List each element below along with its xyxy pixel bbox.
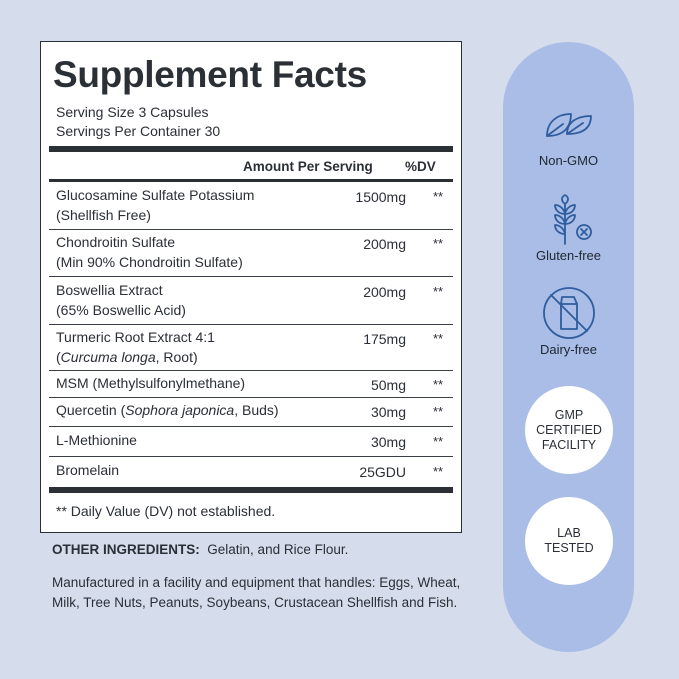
ingredient-dv: ** xyxy=(432,236,444,251)
gmp-certified-badge xyxy=(525,386,613,474)
ingredient-detail: (Shellfish Free) xyxy=(56,207,151,223)
non-gmo-label: Non-GMO xyxy=(538,153,599,168)
gluten-free-label: Gluten-free xyxy=(535,248,602,263)
gmp-certified-label: GMP CERTIFIED FACILITY xyxy=(536,407,602,452)
species-name: Sophora japonica xyxy=(125,402,235,418)
dairy-free-label: Dairy-free xyxy=(539,342,598,357)
ingredient-dv: ** xyxy=(432,377,444,392)
lab-tested-badge xyxy=(525,497,613,585)
name-post: , Buds) xyxy=(234,402,279,418)
ingredient-name: Turmeric Root Extract 4:1 xyxy=(56,329,215,345)
rule-thick-bottom xyxy=(49,487,453,493)
ingredient-amount: 30mg xyxy=(370,434,406,450)
facts-title: Supplement Facts xyxy=(53,54,367,95)
badges-pill xyxy=(503,42,634,652)
rule-header xyxy=(49,179,453,182)
ingredient-name: Glucosamine Sulfate Potassium xyxy=(56,187,255,203)
detail-close: , Root) xyxy=(155,349,198,365)
species-name: Curcuma longa xyxy=(60,349,156,365)
ingredient-dv: ** xyxy=(432,331,444,346)
ingredient-name: Chondroitin Sulfate xyxy=(56,234,176,250)
servings-per-container: Servings Per Container 30 xyxy=(56,123,221,139)
ingredient-name: L-Methionine xyxy=(56,432,137,448)
ingredient-amount: 25GDU xyxy=(359,464,406,480)
ingredient-amount: 200mg xyxy=(363,284,406,300)
leaves-icon xyxy=(541,96,597,152)
allergen-statement: Manufactured in a facility and equipment that handles: Eggs, Wheat, Milk, Tree Nuts, Peanuts, Soybeans, Crustacean Shellfish and Fish. xyxy=(52,575,461,610)
ingredient-detail xyxy=(56,347,198,367)
other-ingredients xyxy=(52,542,348,557)
row-divider xyxy=(49,276,453,277)
name-pre: Quercetin ( xyxy=(56,402,126,418)
ingredient-name: MSM (Methylsulfonylmethane) xyxy=(56,375,246,391)
other-ingredients-label: OTHER INGREDIENTS: xyxy=(52,542,200,557)
row-divider xyxy=(49,456,453,457)
row-divider xyxy=(49,324,453,325)
row-divider xyxy=(49,370,453,371)
milk-carton-crossed-icon xyxy=(541,285,597,341)
ingredient-name xyxy=(56,400,279,420)
header-amount-per-serving: Amount Per Serving xyxy=(243,159,373,174)
ingredient-detail: (65% Boswellic Acid) xyxy=(56,302,186,318)
lab-tested-label: LAB TESTED xyxy=(544,526,594,555)
ingredient-name: Boswellia Extract xyxy=(56,282,163,298)
ingredient-name: Bromelain xyxy=(56,462,120,478)
supplement-facts-panel xyxy=(40,41,462,533)
row-divider xyxy=(49,426,453,427)
dv-footnote: ** Daily Value (DV) not established. xyxy=(56,503,276,519)
ingredient-amount: 1500mg xyxy=(355,189,406,205)
header-dv: %DV xyxy=(405,159,436,174)
wheat-icon xyxy=(541,192,597,248)
detail-open: ( xyxy=(56,349,61,365)
ingredient-dv: ** xyxy=(432,404,444,419)
ingredient-dv: ** xyxy=(432,434,444,449)
other-ingredients-value: Gelatin, and Rice Flour. xyxy=(207,542,349,557)
ingredient-dv: ** xyxy=(432,189,444,204)
row-divider xyxy=(49,229,453,230)
ingredient-amount: 30mg xyxy=(370,404,406,420)
ingredient-dv: ** xyxy=(432,284,444,299)
ingredient-amount: 175mg xyxy=(363,331,406,347)
rule-thick-top xyxy=(49,146,453,152)
ingredient-amount: 50mg xyxy=(370,377,406,393)
ingredient-dv: ** xyxy=(432,464,444,479)
ingredient-amount: 200mg xyxy=(363,236,406,252)
serving-size: Serving Size 3 Capsules xyxy=(56,104,209,120)
ingredient-detail: (Min 90% Chondroitin Sulfate) xyxy=(56,254,243,270)
row-divider xyxy=(49,397,453,398)
